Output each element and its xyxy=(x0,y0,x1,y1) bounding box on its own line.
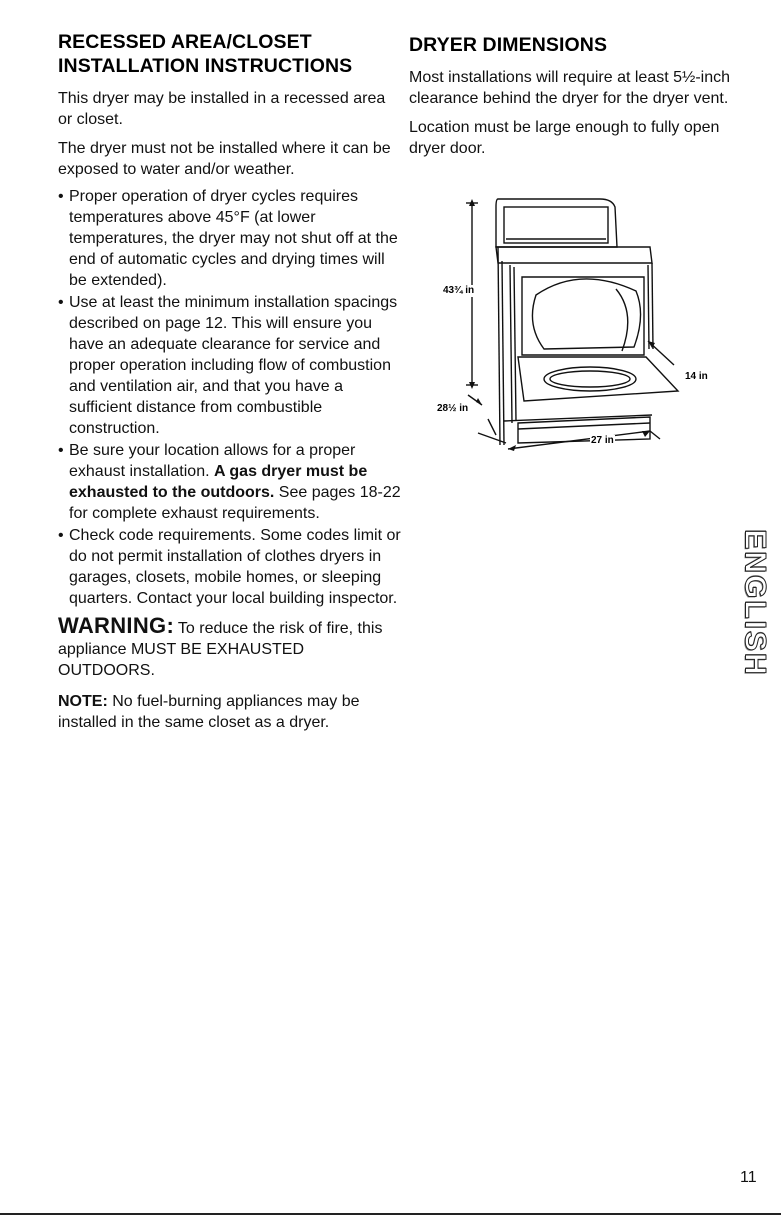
warning-label: WARNING xyxy=(58,613,167,638)
list-item xyxy=(58,440,403,524)
section-heading-recessed: RECESSED AREA/CLOSET INSTALLATION INSTRUCTIONS xyxy=(58,31,353,77)
height-dimension-label: 43¾ in xyxy=(443,285,475,296)
intro-paragraph: This dryer may be installed in a recessed area or closet. xyxy=(58,90,386,128)
door-dimension-label: 14 in xyxy=(685,371,708,382)
warning-text: To reduce the risk of fire, this appliance MUST BE EXHAUSTED OUTDOORS. xyxy=(58,620,383,679)
weather-paragraph: The dryer must not be installed where it can be exposed to water and/or weather. xyxy=(58,140,391,178)
list-item xyxy=(58,525,403,609)
note-text: No fuel-burning appliances may be installed in the same closet as a dryer. xyxy=(58,693,360,731)
clearance-paragraph: Most installations will require at least 5½-inch clearance behind the dryer for the dryer vent. xyxy=(409,69,731,107)
bullet-dot: • xyxy=(58,294,64,311)
language-side-tab xyxy=(739,498,773,708)
note-paragraph xyxy=(58,691,403,733)
note-label: NOTE: xyxy=(58,693,108,710)
width-dimension-label: 27 in xyxy=(591,435,614,446)
exhaust-emphasis: A gas dryer must be exhausted to the outdoors. xyxy=(69,463,368,501)
requirements-list xyxy=(58,186,403,609)
list-item-text: Check code requirements. Some codes limit or do not permit installation of clothes dryers in garages, closets, mobile homes, or sleeping quarters. Contact your local building inspector. xyxy=(69,527,401,607)
dryer-drawing xyxy=(440,195,710,465)
warning-block xyxy=(58,615,403,681)
page-number: 11 xyxy=(740,1169,757,1186)
door-paragraph: Location must be large enough to fully open dryer door. xyxy=(409,119,720,157)
bullet-dot: • xyxy=(58,527,64,544)
list-item-text: Proper operation of dryer cycles requires temperatures above 45°F (at lower temperatures, the dryer may not shut off at the end of automatic cycles and drying times will be extended). xyxy=(69,188,398,289)
warning-colon: : xyxy=(166,613,174,638)
list-item-text: Use at least the minimum installation spacings described on page 12. This will ensure you have an adequate clearance for service and proper operation including flow of combustion and ventilation air, and that you have a sufficient distance from combustible construction. xyxy=(69,294,398,437)
right-column xyxy=(409,33,739,159)
section-heading-dimensions: DRYER DIMENSIONS xyxy=(409,34,608,56)
language-tab-text: ENGLISH xyxy=(739,529,773,677)
left-column xyxy=(58,30,403,733)
bullet-dot: • xyxy=(58,442,64,459)
list-item xyxy=(58,292,403,439)
bullet-dot: • xyxy=(58,188,64,205)
list-item-text-cont: See pages 18-22 for complete exhaust requirements. xyxy=(69,484,401,522)
list-item-text: Be sure your location allows for a proper exhaust installation. xyxy=(69,442,356,480)
list-item xyxy=(58,186,403,291)
depth-dimension-label: 28½ in xyxy=(437,403,469,414)
bottom-divider xyxy=(0,1213,781,1215)
dryer-dimensions-figure xyxy=(437,195,710,465)
